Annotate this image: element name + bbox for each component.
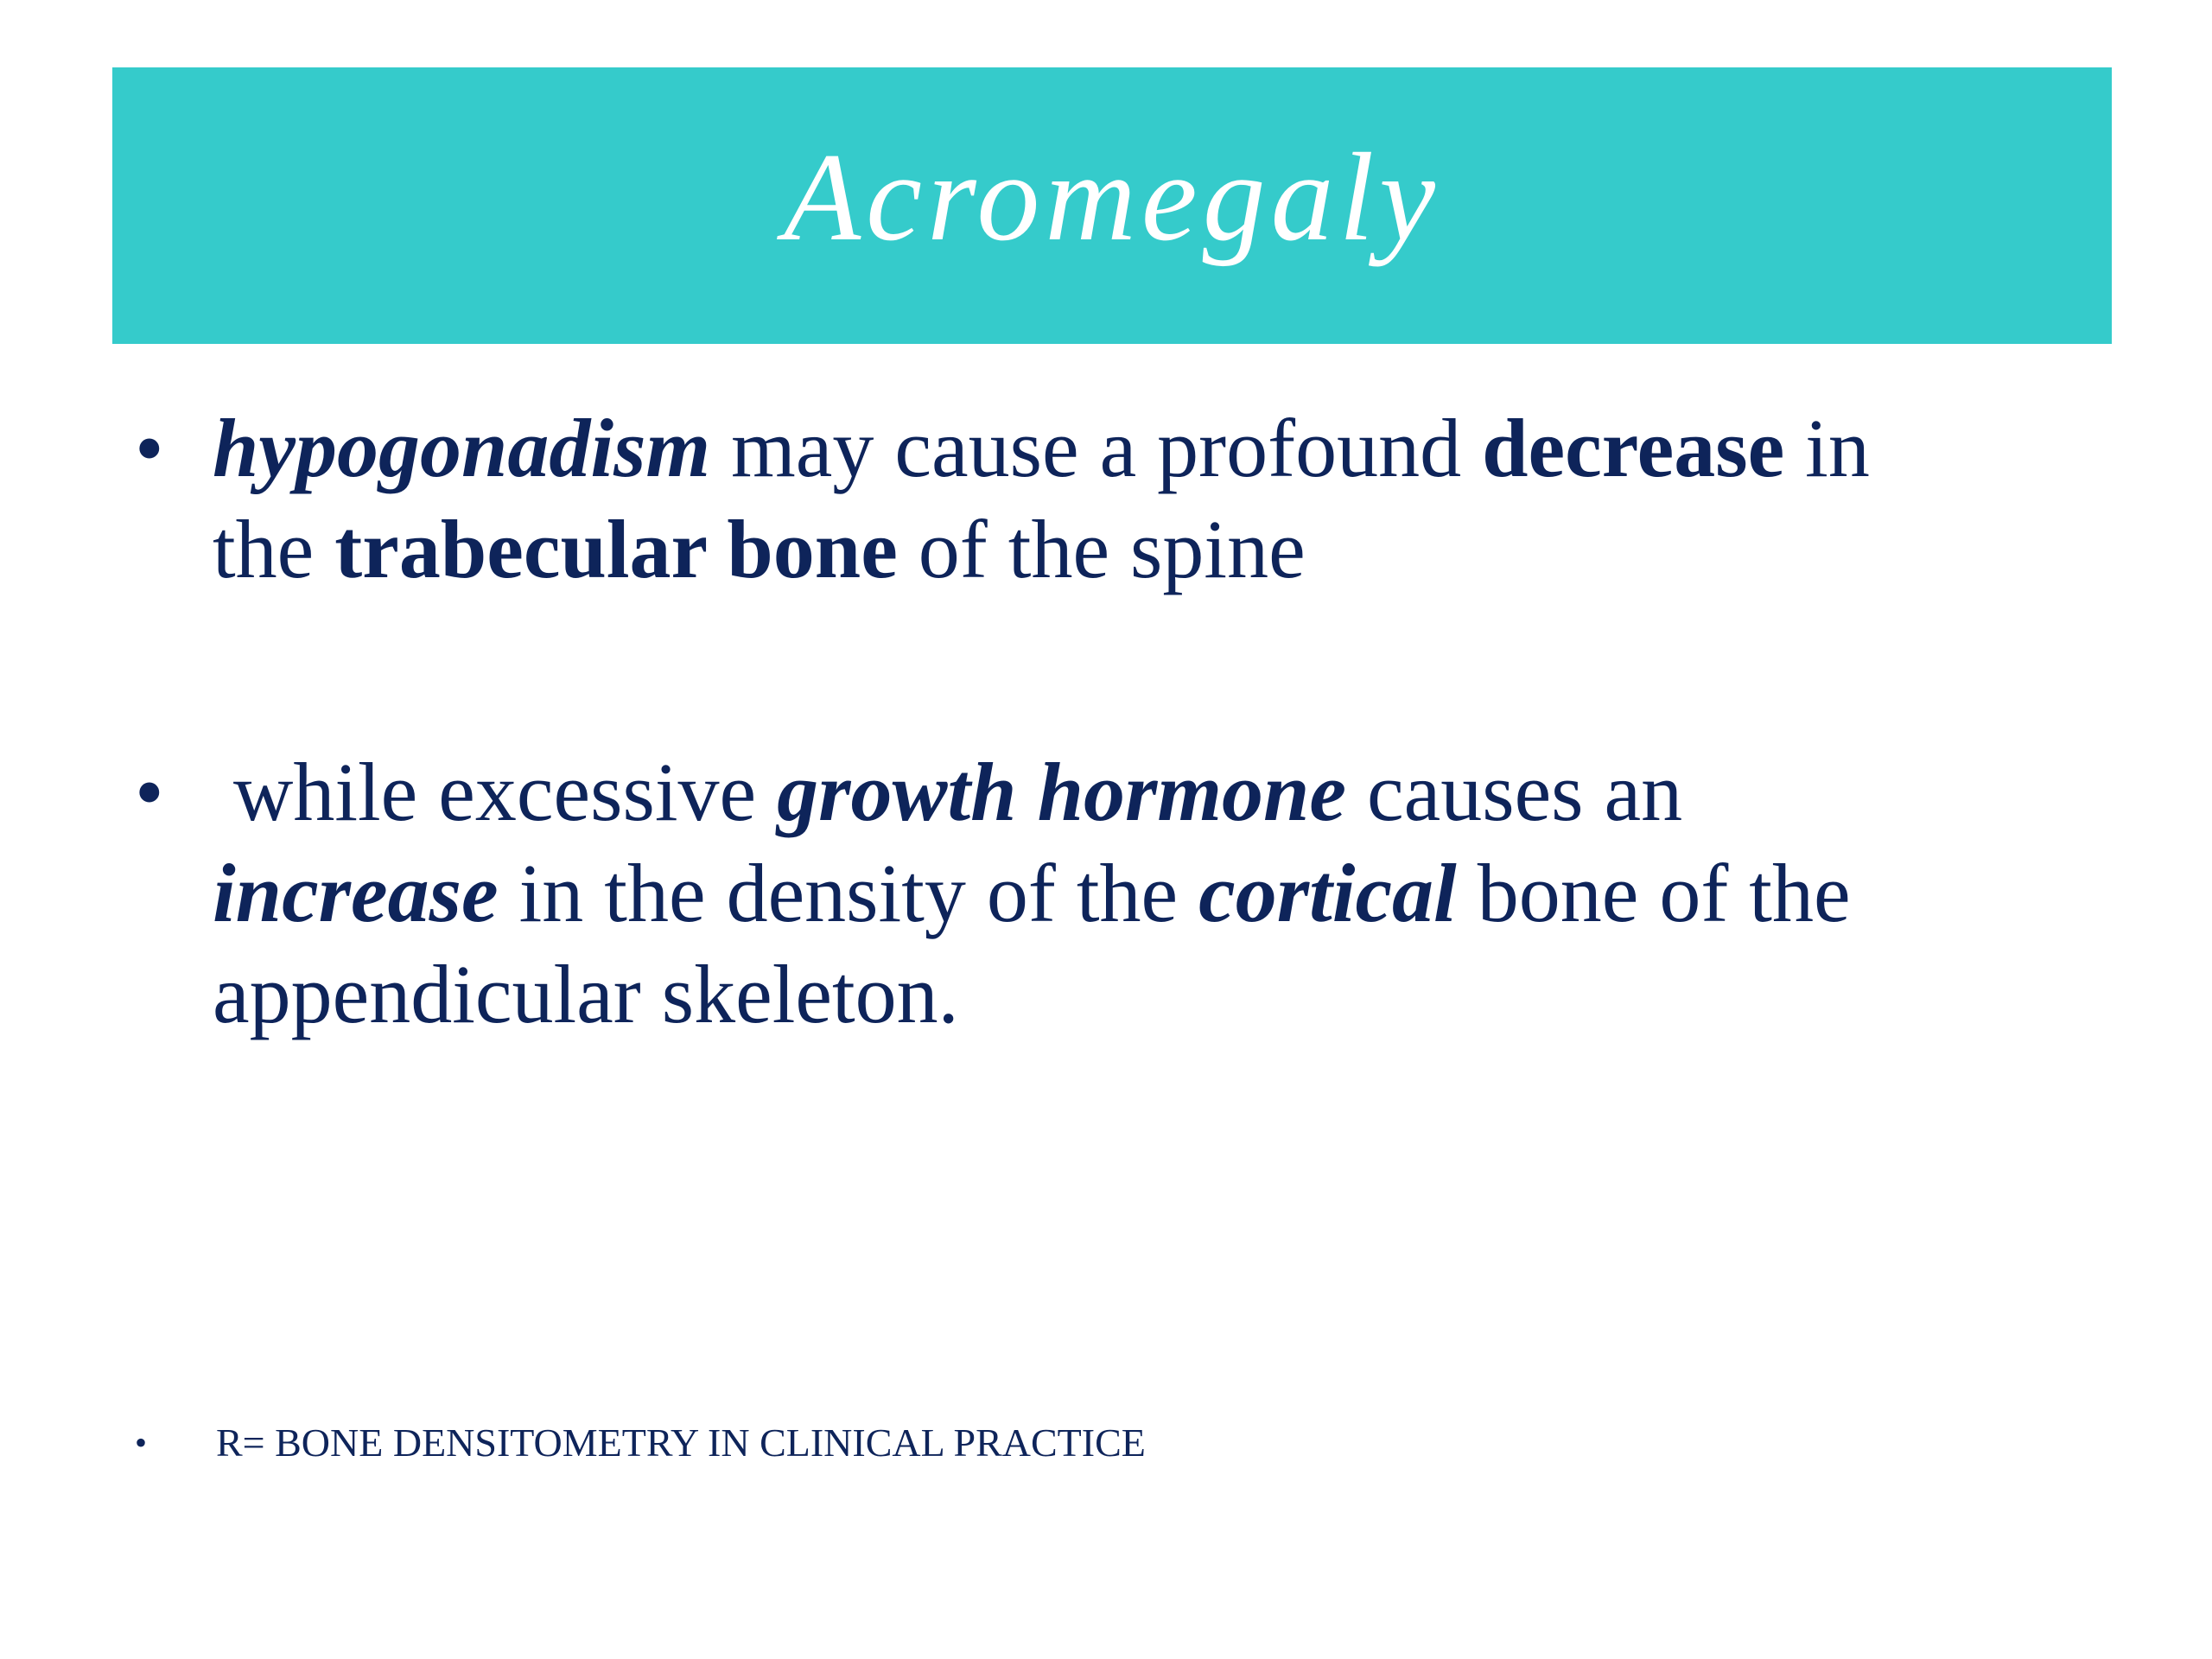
bullet-line (213, 741, 1851, 842)
body-text: bone of the (1456, 847, 1851, 939)
slide-title: Acromegaly (784, 127, 1440, 267)
bullet-text (213, 741, 1851, 1045)
body-text: while excessive (213, 746, 778, 838)
emphasis-text: cortical (1198, 847, 1457, 939)
emphasis-text: growth hormone (777, 746, 1346, 838)
body-text: of the spine (897, 503, 1306, 595)
bullet-text (216, 1417, 1146, 1469)
bullet-line (213, 842, 1851, 944)
emphasis-text: hypogonadism (213, 402, 711, 494)
body-text: appendicular skeleton. (213, 948, 959, 1040)
bullet-dot: • (135, 1423, 148, 1462)
emphasis-text: trabecular bone (334, 503, 898, 595)
body-text: may cause a profound (710, 402, 1483, 494)
emphasis-text: increase (213, 847, 499, 939)
bullet-line (213, 499, 1870, 600)
bullet-text (213, 397, 1870, 600)
title-bar (112, 67, 2112, 344)
bullet-line (213, 944, 1851, 1045)
bullet-dot: • (135, 746, 164, 838)
emphasis-text: decrease (1482, 402, 1785, 494)
bullet-dot: • (135, 402, 164, 494)
body-text: in (1784, 402, 1870, 494)
reference-text: R= BONE DENSITOMETRY IN CLINICAL PRACTICE (216, 1421, 1146, 1465)
body-text: causes an (1345, 746, 1683, 838)
body-text: in the density of the (498, 847, 1199, 939)
bullet-line (213, 397, 1870, 499)
body-text: the (213, 503, 335, 595)
